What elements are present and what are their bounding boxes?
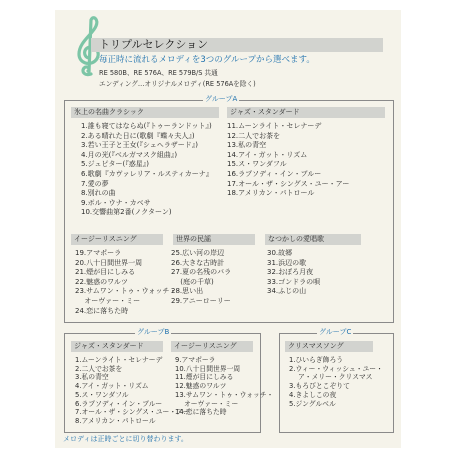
easy-a-list bbox=[75, 249, 176, 316]
list-item: 9.アマポーラ bbox=[175, 356, 216, 364]
group-b-title: グループB bbox=[137, 328, 170, 336]
list-item: 18.アメリカン・パトロール bbox=[227, 189, 315, 198]
category-folk: 世界の民謡 bbox=[173, 234, 255, 245]
category-easy-a: イージーリスニング bbox=[71, 234, 163, 245]
list-item: 26.大きな古時計 bbox=[171, 258, 225, 267]
list-item: 3.私の青空 bbox=[75, 373, 109, 382]
list-item: 22.魅惑のワルツ bbox=[75, 277, 128, 286]
list-item: 33.ゴンドラの唄 bbox=[267, 277, 321, 286]
list-item: 6.歌劇『カヴァレリア・ルスティカーナ』 bbox=[81, 169, 213, 178]
list-item: 2.二人でお茶を bbox=[75, 364, 123, 373]
easy-b-list bbox=[175, 356, 273, 417]
list-item: 3.もろびとこぞりて bbox=[289, 382, 350, 391]
list-item: 8.アメリカン・パトロール bbox=[75, 416, 156, 425]
list-item: 32.おぼろ月夜 bbox=[267, 268, 314, 277]
category-classic: 氷上の名曲クラシック bbox=[71, 107, 219, 118]
category-jazz-a: ジャズ・スタンダード bbox=[227, 107, 385, 118]
note-models: RE 580B、RE 576A、RE 579B/S 共通 bbox=[99, 69, 218, 77]
kayou-list bbox=[267, 249, 320, 297]
list-item: 14.恋に落ちた時 bbox=[175, 408, 227, 417]
list-item: 4.きよしこの夜 bbox=[289, 390, 337, 399]
list-item: 8.別れの曲 bbox=[81, 189, 116, 198]
list-item: 24.恋に落ちた時 bbox=[75, 306, 129, 315]
list-item: 1.ひいらぎ飾ろう bbox=[289, 356, 344, 364]
list-item: 9.ボル・ウナ・カベサ bbox=[81, 198, 151, 207]
list-item: 17.オール・ザ・シングス・ユー・アー bbox=[227, 179, 350, 188]
list-item: 19.アマポーラ bbox=[75, 249, 122, 257]
list-item: 4.月の光(『ベルガマスク組曲』) bbox=[81, 150, 178, 159]
list-item: 23.サムワン・トゥ・ウォッチ・ bbox=[75, 287, 177, 296]
list-item: 30.故郷 bbox=[267, 249, 293, 257]
category-kayou: なつかしの愛唱歌 bbox=[265, 234, 361, 245]
jazz-b-list bbox=[75, 356, 190, 426]
list-item: オーヴァー・ミー bbox=[75, 296, 141, 305]
list-item: 2.ある晴れた日に(歌劇『蝶々夫人』) bbox=[81, 131, 195, 140]
folk-list bbox=[171, 249, 231, 307]
list-item: 4.アイ・ガット・リズム bbox=[75, 382, 149, 391]
list-item: (庭の千草) bbox=[171, 277, 214, 286]
list-item: 6.ラプソディ・イン・ブルー bbox=[75, 399, 163, 408]
list-item: ア・メリー・クリスマス bbox=[289, 373, 373, 382]
list-item: 34.ふじの山 bbox=[267, 287, 307, 296]
footer-note: メロディは正時ごとに切り替わります。 bbox=[63, 435, 188, 443]
list-item: 21.煙が目にしみる bbox=[75, 268, 136, 277]
list-item: 31.浜辺の歌 bbox=[267, 258, 307, 267]
list-item: 2.ウィー・ウィッシュ・ユー・ bbox=[289, 364, 383, 373]
list-item: 12.魅惑のワルツ bbox=[175, 382, 227, 391]
list-item: 10.八十日間世界一周 bbox=[175, 364, 241, 373]
list-item: 12.二人でお茶を bbox=[227, 131, 281, 140]
group-c-title: グループC bbox=[319, 328, 352, 336]
xmas-list bbox=[289, 356, 383, 408]
list-item: 11.ムーンライト・セレナーデ bbox=[227, 122, 322, 130]
list-item: 15.ス・ワンダフル bbox=[227, 160, 287, 169]
list-item: 5.ジングルベル bbox=[289, 399, 336, 408]
group-a-title: グループA bbox=[205, 95, 238, 103]
list-item: オーヴァー・ミー bbox=[175, 399, 239, 408]
list-item: 1.ムーンライト・セレナーデ bbox=[75, 356, 163, 364]
list-item: 14.アイ・ガット・リズム bbox=[227, 150, 308, 159]
list-item: 25.広い河の岸辺 bbox=[171, 249, 225, 257]
list-item: 7.オール・ザ・シングス・ユー・アー bbox=[75, 408, 190, 417]
page-title: トリプルセレクション bbox=[99, 38, 209, 51]
list-item: 10.交響曲第2番(ノクターン) bbox=[81, 208, 172, 217]
list-item: 29.アニーローリー bbox=[171, 296, 231, 305]
page-panel bbox=[55, 10, 401, 448]
list-item: 16.ラプソディ・イン・ブルー bbox=[227, 169, 322, 178]
note-ending: エンディング…オリジナルメロディ(RE 576Aを除く) bbox=[99, 80, 256, 88]
list-item: 3.若い王子と王女(『シェヘラザード』) bbox=[81, 141, 199, 150]
category-jazz-b: ジャズ・スタンダード bbox=[71, 341, 163, 352]
page-subtitle: 毎正時に流れるメロディを3つのグループから選べます。 bbox=[99, 55, 315, 65]
list-item: 5.ジュピター(『惑星』) bbox=[81, 160, 150, 169]
category-xmas: クリスマスソング bbox=[285, 341, 373, 352]
jazz-a-list bbox=[227, 122, 349, 199]
list-item: 28.思い出 bbox=[171, 287, 204, 296]
category-easy-b: イージーリスニング bbox=[171, 341, 253, 352]
list-item: 13.サムワン・トゥ・ウォッチ・ bbox=[175, 390, 274, 399]
list-item: 13.私の青空 bbox=[227, 141, 267, 150]
list-item: 11.煙が目にしみる bbox=[175, 373, 234, 382]
list-item: 7.愛の夢 bbox=[81, 179, 109, 188]
list-item: 1.誰も寝てはならぬ(『トゥーランドット』) bbox=[81, 122, 212, 130]
list-item: 20.八十日間世界一周 bbox=[75, 258, 143, 267]
list-item: 5.ス・ワンダフル bbox=[75, 390, 129, 399]
classic-list bbox=[81, 122, 213, 218]
list-item: 27.夏の名残のバラ bbox=[171, 268, 232, 277]
